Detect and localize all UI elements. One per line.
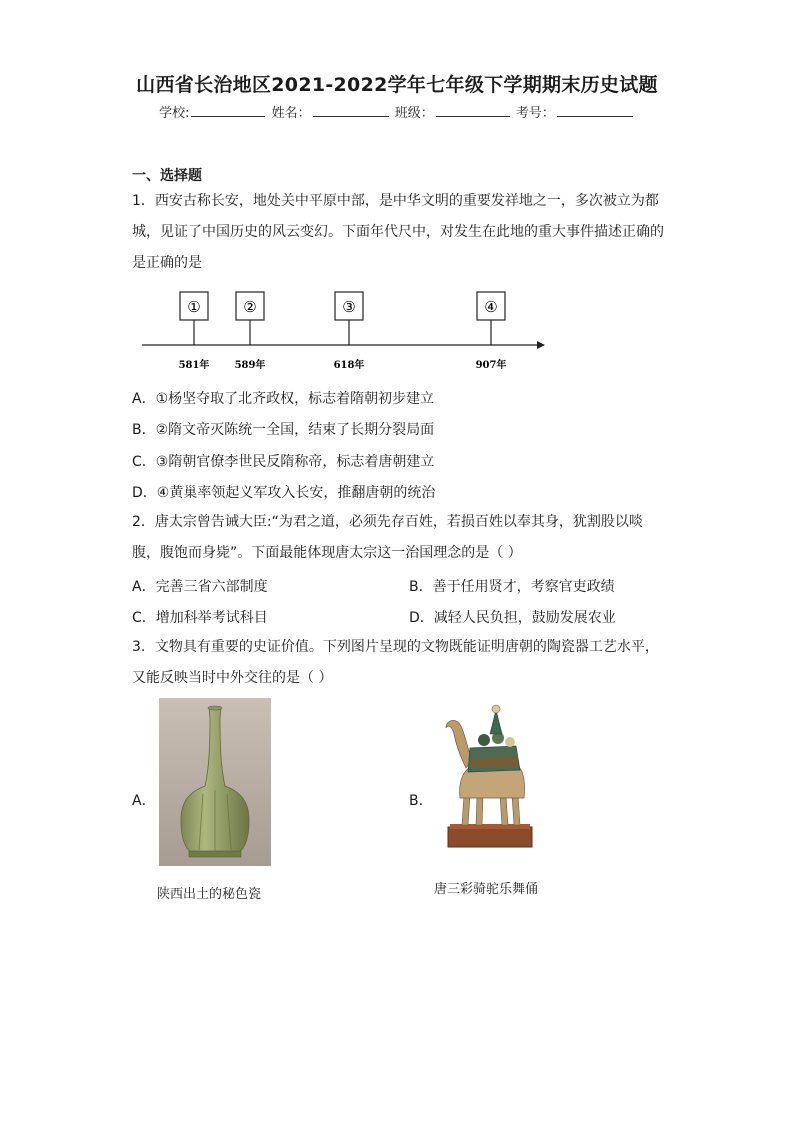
timeline-ruler — [132, 288, 552, 373]
timeline-marker-4 — [476, 292, 507, 371]
timeline-marker-2 — [235, 292, 266, 371]
q3-stem: 3．文物具有重要的史证价值。下列图片呈现的文物既能证明唐朝的陶瓷器工艺水平，又能反映当时中外交往的是（ ） — [132, 639, 659, 686]
marker-label-3: ③ — [342, 298, 356, 316]
q1-option-b[interactable]: B．②隋文帝灭陈统一全国，结束了长期分裂局面 — [132, 422, 435, 438]
q2-option-b[interactable]: B．善于任用贤才，考察官吏政绩 — [409, 579, 615, 595]
q2-option-a[interactable]: A．完善三省六部制度 — [132, 579, 268, 595]
class-blank[interactable] — [436, 102, 510, 117]
year-label-581: 581年 — [178, 360, 210, 371]
year-label-907: 907年 — [475, 360, 507, 371]
q2-stem: 2．唐太宗曾告诫大臣:“为君之道，必须先存百姓，若损百姓以奉其身，犹割股以啖腹，腹饱而身毙”。下面最能体现唐太宗这一治国理念的是（ ） — [132, 514, 643, 561]
q3-option-b-label[interactable]: B． — [409, 793, 433, 809]
student-info-line — [0, 102, 794, 121]
year-label-589: 589年 — [234, 360, 266, 371]
q3-caption-b: 唐三彩骑驼乐舞俑 — [434, 882, 539, 897]
class-label: 班级： — [394, 106, 434, 121]
marker-label-1: ① — [187, 298, 201, 316]
q3-option-a-label[interactable]: A． — [132, 793, 156, 809]
q2-option-c[interactable]: C．增加科举考试科目 — [132, 610, 268, 626]
marker-label-4: ④ — [484, 298, 498, 316]
q1-option-c[interactable]: C．③隋朝官僚李世民反隋称帝，标志着唐朝建立 — [132, 454, 435, 470]
q1-stem: 1．西安古称长安，地处关中平原中部，是中华文明的重要发祥地之一，多次被立为都城，见证了中国历史的风云变幻。下面年代尺中，对发生在此地的重大事件描述正确的是正确的是 — [132, 193, 664, 271]
timeline-marker-3 — [334, 292, 365, 371]
exam-number-blank[interactable] — [557, 102, 633, 117]
marker-label-2: ② — [243, 298, 257, 316]
name-blank[interactable] — [313, 102, 389, 117]
timeline-arrow-icon — [537, 341, 545, 349]
exam-number-label: 考号： — [515, 106, 555, 121]
q1-option-d[interactable]: D．④黄巢率领起义军攻入长安，推翻唐朝的统治 — [132, 485, 436, 501]
school-label: 学校: — [159, 106, 190, 121]
celadon-vase-image[interactable] — [159, 698, 271, 866]
school-blank[interactable] — [191, 102, 265, 117]
q3-caption-a: 陕西出土的秘色瓷 — [157, 887, 262, 902]
q1-option-a[interactable]: A．①杨坚夺取了北齐政权，标志着隋朝初步建立 — [132, 391, 435, 407]
year-label-618: 618年 — [333, 360, 365, 371]
q2-option-d[interactable]: D．减轻人民负担，鼓励发展农业 — [409, 610, 616, 626]
camel-figurine-image[interactable] — [440, 700, 540, 855]
timeline-marker-1 — [179, 292, 210, 371]
exam-title: 山西省长治地区2021-2022学年七年级下学期期末历史试题 — [136, 74, 658, 96]
name-label: 姓名： — [271, 106, 311, 121]
section-title: 一、选择题 — [132, 168, 202, 184]
